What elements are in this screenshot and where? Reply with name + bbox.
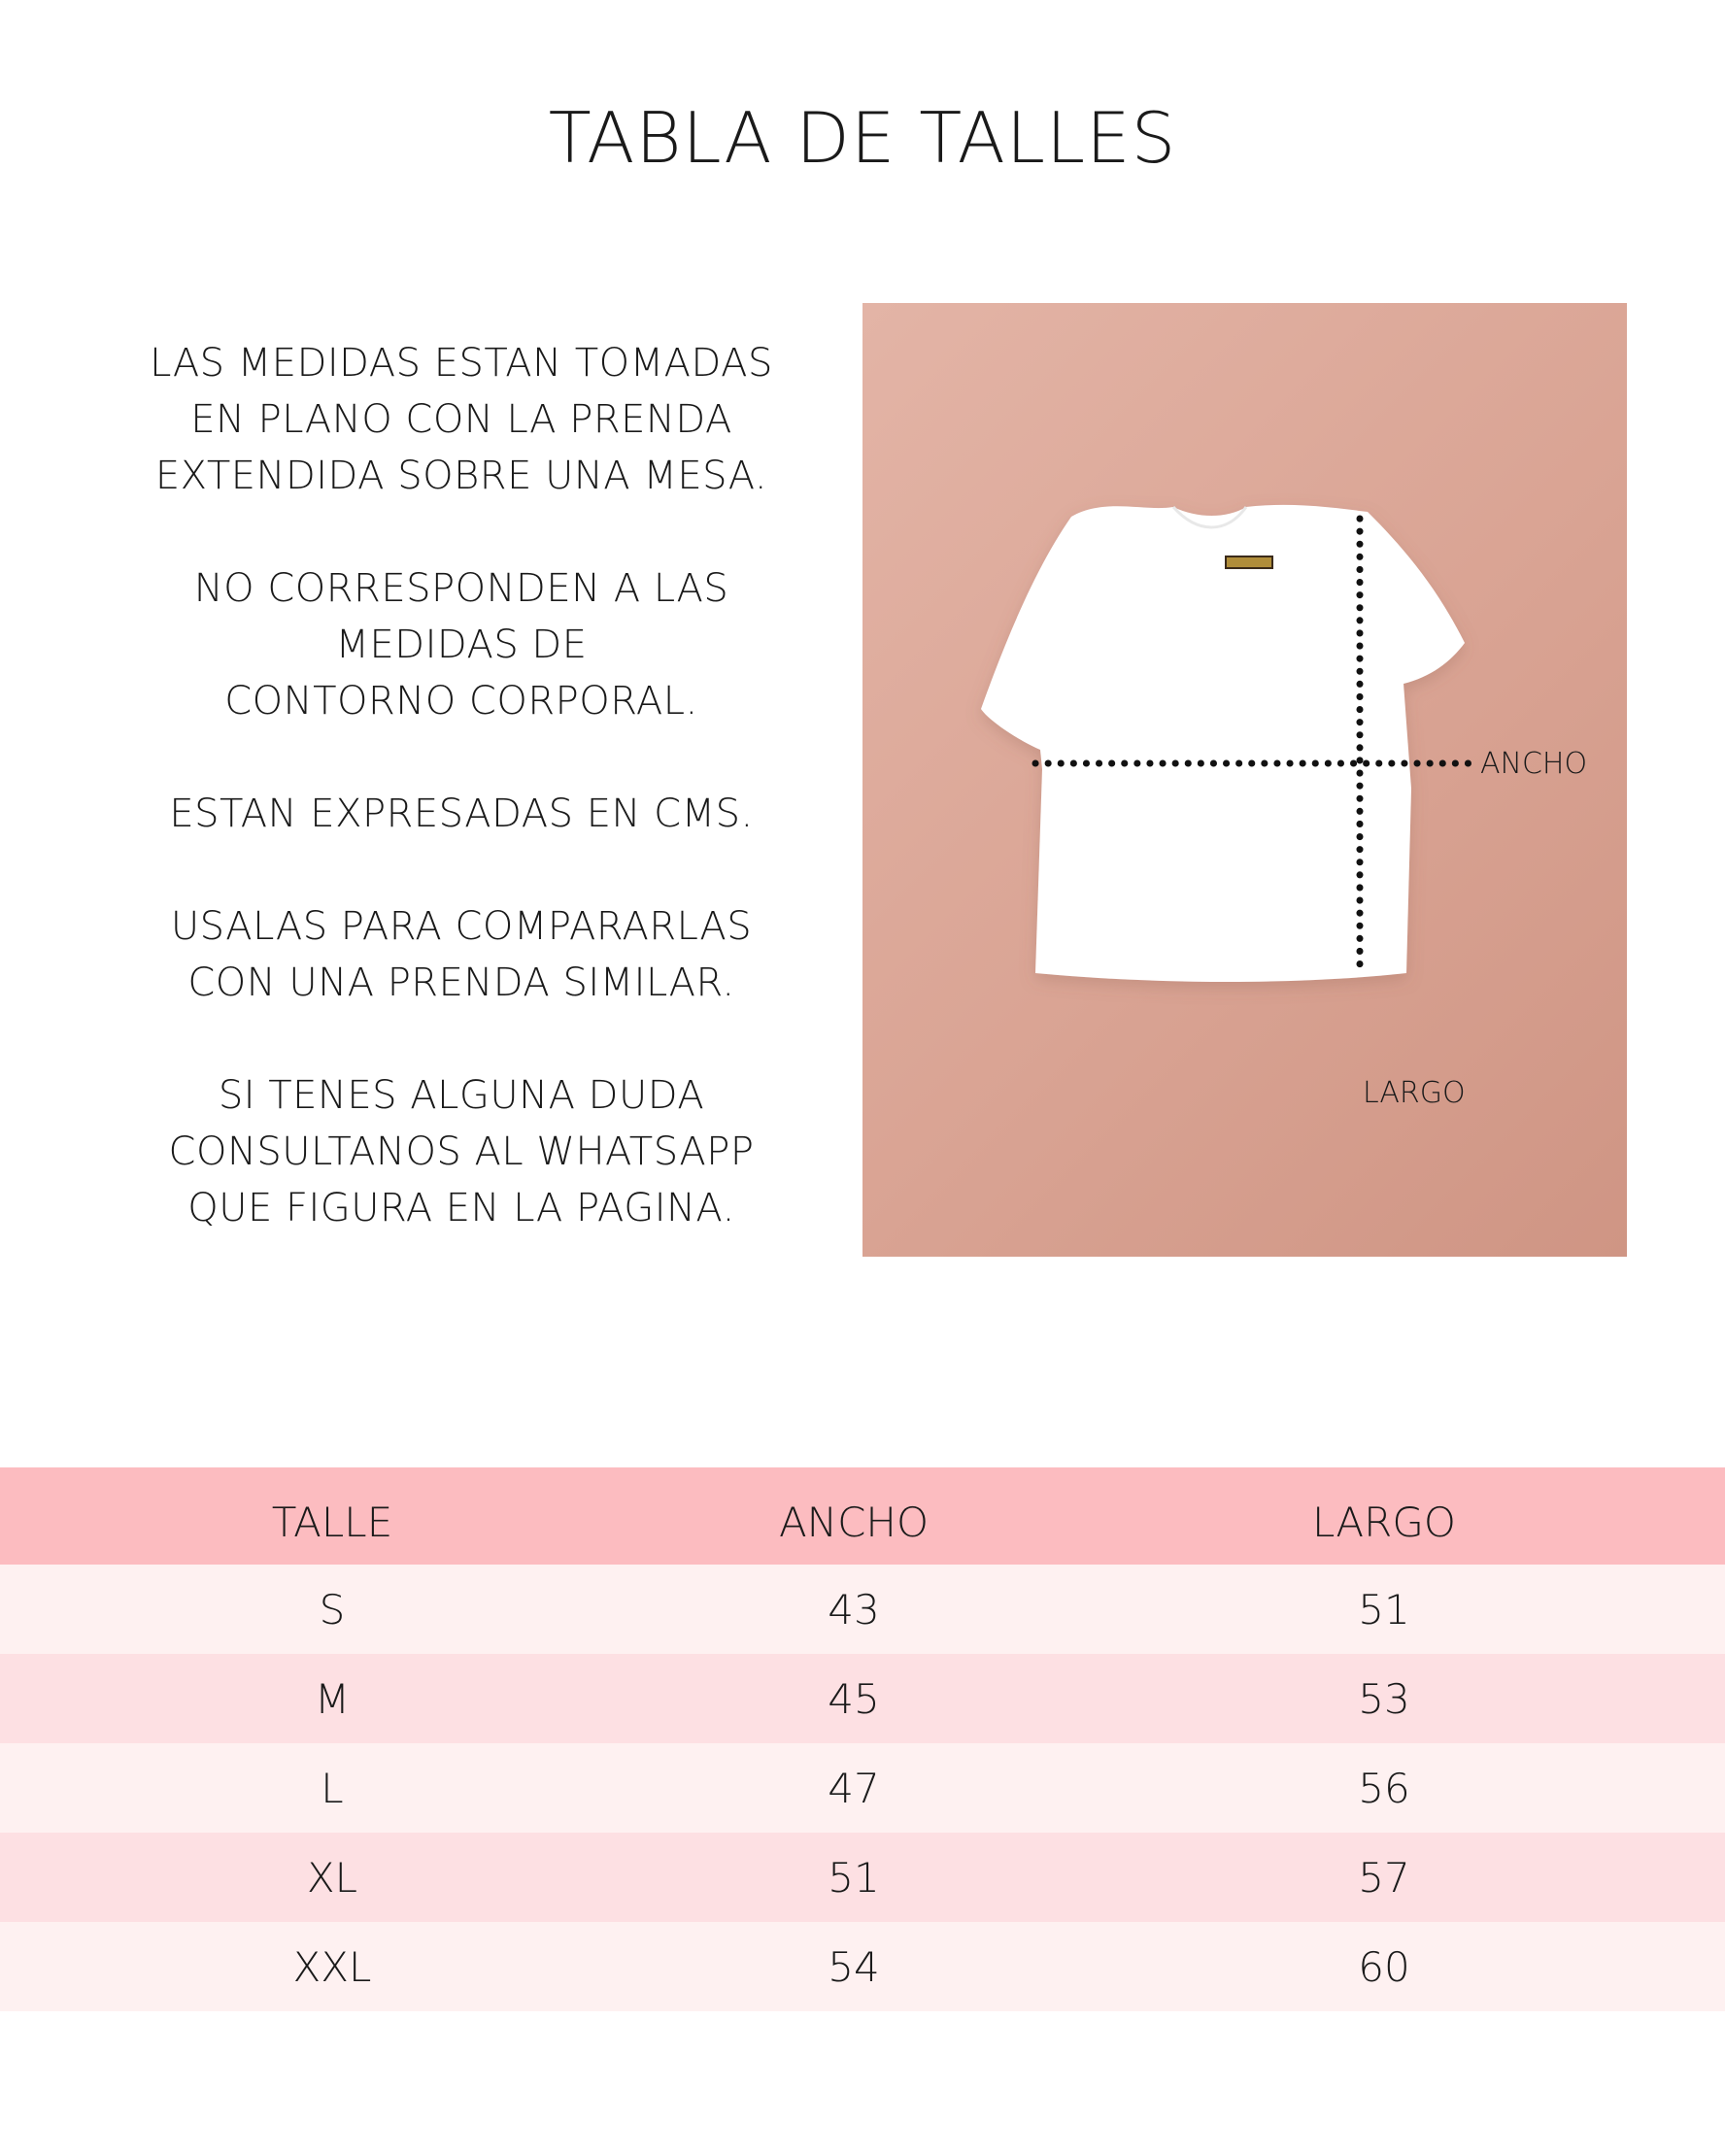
tshirt-diagram [862,303,1627,1257]
size-table [0,1467,1725,2011]
cell-ancho: 43 [664,1565,1043,1654]
header-ancho: ANCHO [664,1467,1043,1565]
instruction-line: NO CORRESPONDEN A LAS [193,566,729,611]
instruction-line: QUE FIGURA EN LA PAGINA. [187,1186,735,1230]
instruction-line: USALAS PARA COMPARARLAS [170,904,753,949]
instruction-line: LAS MEDIDAS ESTAN TOMADAS [150,341,773,386]
instruction-line: EN PLANO CON LA PRENDA [190,397,732,442]
cell-ancho: 54 [664,1922,1043,2011]
instruction-paragraph [126,786,796,842]
cell-ancho: 47 [664,1743,1043,1833]
table-row [0,1654,1725,1743]
table-header-row [0,1467,1725,1565]
table-row [0,1565,1725,1654]
cell-talle: XXL [0,1922,664,2011]
cell-largo: 56 [1043,1743,1725,1833]
table-row [0,1833,1725,1922]
cell-largo: 60 [1043,1922,1725,2011]
table-row [0,1922,1725,2011]
header-largo: LARGO [1043,1467,1725,1565]
instruction-line: EXTENDIDA SOBRE UNA MESA. [154,454,768,498]
cell-largo: 57 [1043,1833,1725,1922]
instruction-line: SI TENES ALGUNA DUDA [218,1073,705,1118]
cell-largo: 51 [1043,1565,1725,1654]
instruction-line: CONSULTANOS AL WHATSAPP [168,1129,755,1174]
cell-talle: XL [0,1833,664,1922]
instruction-line: ESTAN EXPRESADAS EN CMS. [169,792,754,836]
cell-largo: 53 [1043,1654,1725,1743]
cell-ancho: 45 [664,1654,1043,1743]
table-row [0,1743,1725,1833]
instruction-line: CONTORNO CORPORAL. [224,679,698,724]
instruction-paragraph [126,335,796,504]
instruction-paragraph [126,898,796,1011]
cell-ancho: 51 [664,1833,1043,1922]
tshirt-measurement-photo [862,303,1627,1257]
cell-talle: S [0,1565,664,1654]
instruction-line: CON UNA PRENDA SIMILAR. [187,960,735,1005]
header-talle: TALLE [0,1467,664,1565]
instruction-paragraph [126,560,796,729]
tshirt-shape [981,505,1465,982]
cell-talle: M [0,1654,664,1743]
measurement-instructions [126,335,796,1236]
largo-label: LARGO [1363,1076,1466,1110]
cell-talle: L [0,1743,664,1833]
page-title: TABLA DE TALLES [548,97,1177,179]
ancho-label: ANCHO [1480,747,1588,781]
instruction-line: MEDIDAS DE [335,623,588,667]
instruction-paragraph [126,1067,796,1236]
